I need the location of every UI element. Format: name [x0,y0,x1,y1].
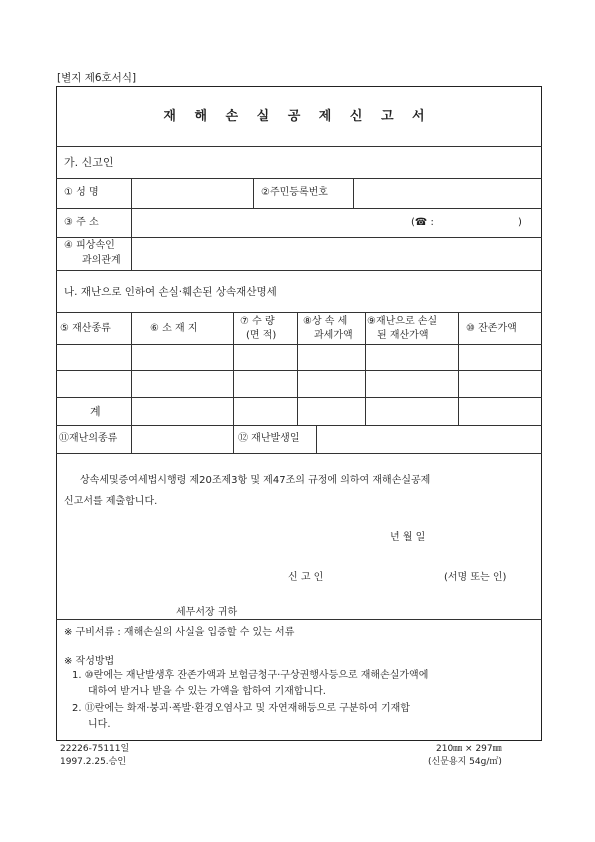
divider [56,619,542,620]
signature-label: (서명 또는 인) [444,572,507,583]
declarant-label: 신 고 인 [288,572,324,583]
paper-size: 210㎜ × 297㎜ [436,744,502,754]
table-row[interactable] [57,371,541,396]
rrn-field[interactable] [354,179,541,207]
date-line: 년 월 일 [390,532,426,543]
divider [56,146,542,147]
col-taxable-value: ⑧상 속 세 [303,316,348,327]
col-quantity-area: (면 적) [246,330,277,341]
paper-type: (신문용지 54g/㎡) [428,757,502,767]
address-field[interactable] [132,209,402,236]
relation-label: ④ 피상속인 [64,240,115,251]
disaster-date-label: ⑫ 재난발생일 [238,433,300,444]
phone-close: ) [518,217,522,228]
col-loss-value: ⑨재난으로 손실 [367,316,438,327]
col-location: ⑥ 소 재 지 [150,323,198,334]
col-quantity: ⑦ 수 량 [240,316,275,327]
divider [253,178,254,208]
table-row[interactable] [57,345,541,369]
col-taxable-value-2: 과세가액 [314,330,353,341]
relation-field[interactable] [132,238,541,269]
col-property-type: ⑤ 재산종류 [60,323,111,334]
disaster-type-label: ⑪재난의종류 [59,433,118,444]
method-heading: ※ 작성방법 [64,656,115,667]
address-label: ③ 주 소 [64,217,99,228]
disaster-date-field[interactable] [317,426,541,452]
declaration-line-1: 상속세및증여세법시행령 제20조제3항 및 제47조의 규정에 의하여 재해손실공제 [80,475,431,486]
divider [233,425,234,453]
method-item-1-cont: 대하여 받거나 받을 수 있는 가액을 합하여 기재합니다. [88,686,326,697]
divider [56,270,542,271]
approval-date: 1997.2.25.승인 [60,757,127,767]
rrn-label: ②주민등록번호 [261,187,328,198]
method-item-2: 2. ⑪란에는 화재·붕괴·폭발·환경오염사고 및 자연재해등으로 구분하여 기재합 [72,703,410,714]
recipient: 세무서장 귀하 [176,607,238,618]
col-loss-value-2: 된 재산가액 [377,330,429,341]
form-code: 22226-75111일 [60,744,130,754]
col-residual-value: ⑩ 잔존가액 [466,323,517,334]
divider [56,312,542,313]
relation-label-2: 과의관계 [82,255,121,266]
name-field[interactable] [132,179,252,207]
phone-label: (☎ : [411,217,434,228]
divider [56,397,542,398]
disaster-type-field[interactable] [132,426,232,452]
form-id: [별지 제6호서식] [57,72,137,84]
method-item-1: 1. ⑩란에는 재난발생후 잔존가액과 보험금청구·구상권행사등으로 재해손실가액에 [72,670,429,681]
signature-field[interactable] [340,568,435,586]
method-item-2-cont: 니다. [88,719,111,730]
total-label: 계 [90,405,101,418]
phone-field[interactable] [445,209,515,236]
divider [56,453,542,454]
section-b-heading: 나. 재난으로 인하여 손실·훼손된 상속재산명세 [64,286,277,298]
attachment-note: ※ 구비서류 : 재해손실의 사실을 입증할 수 있는 서류 [64,627,295,638]
section-a-heading: 가. 신고인 [64,156,114,169]
form-title: 재 해 손 실 공 제 신 고 서 [163,109,432,124]
name-label: ① 성 명 [64,187,99,198]
declaration-line-2: 신고서를 제출합니다. [64,496,158,507]
